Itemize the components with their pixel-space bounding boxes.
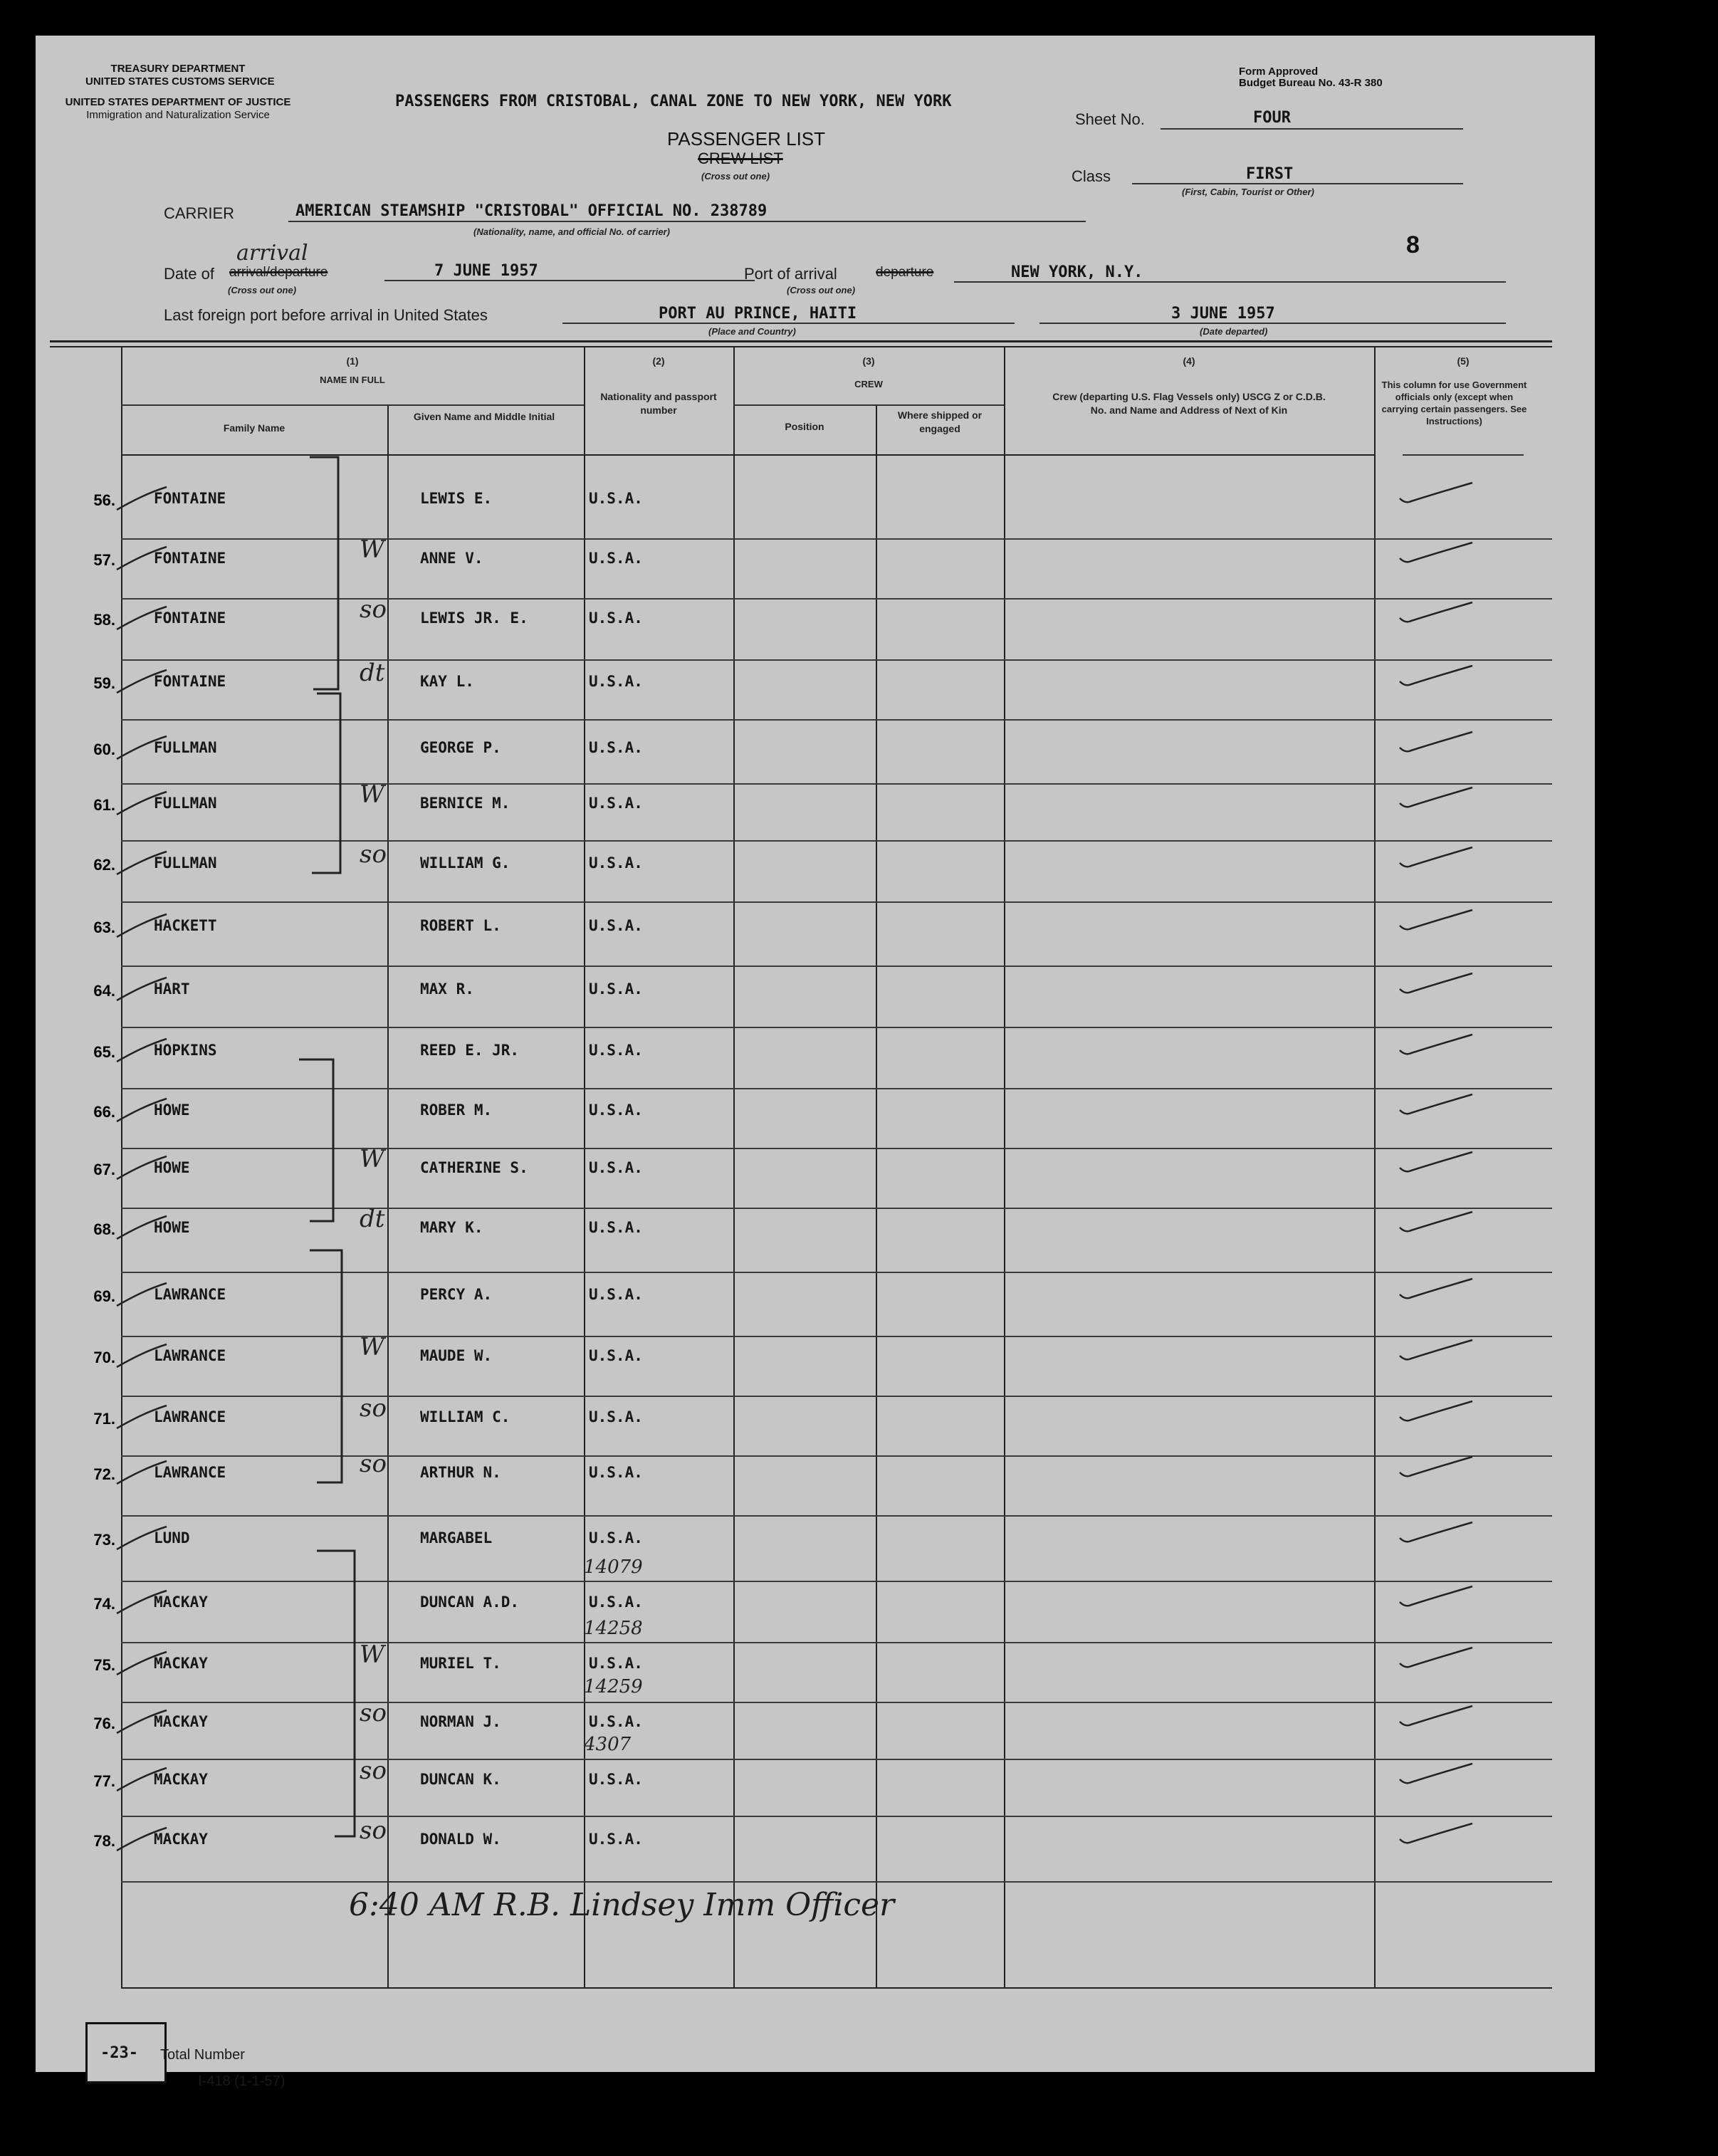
family-name: HOWE xyxy=(154,1101,190,1119)
given-name: KAY L. xyxy=(420,673,474,690)
family-name: FULLMAN xyxy=(154,739,217,756)
nationality: U.S.A. xyxy=(589,854,643,872)
given-name: ARTHUR N. xyxy=(420,1464,501,1481)
nationality: U.S.A. xyxy=(589,490,643,507)
nationality: U.S.A. xyxy=(589,1713,643,1730)
family-name: FONTAINE xyxy=(154,673,226,690)
budget-bureau: Budget Bureau No. 43-R 380 xyxy=(1239,77,1383,89)
cross-out-caption: (Cross out one) xyxy=(701,171,770,182)
row-number: 75. xyxy=(93,1656,115,1674)
relationship-mark: dt xyxy=(360,1205,385,1233)
nationality: U.S.A. xyxy=(589,550,643,567)
given-name: MAX R. xyxy=(420,980,474,998)
agency-treasury: TREASURY DEPARTMENT xyxy=(110,63,246,75)
row-number: 61. xyxy=(93,796,115,814)
relationship-mark: so xyxy=(360,1699,387,1727)
date-struck: arrival/departure xyxy=(229,265,328,280)
family-name: MACKAY xyxy=(154,1594,208,1611)
given-name: DUNCAN K. xyxy=(420,1771,501,1788)
col2-title: Nationality and passport number xyxy=(600,391,717,416)
relationship-mark: so xyxy=(360,1394,387,1423)
last-port-caption: (Place and Country) xyxy=(708,326,796,337)
given-name: ANNE V. xyxy=(420,550,483,567)
row-number: 58. xyxy=(93,611,115,629)
nationality: U.S.A. xyxy=(589,1831,643,1848)
agency-customs: UNITED STATES CUSTOMS SERVICE xyxy=(85,75,275,88)
row-number: 62. xyxy=(93,856,115,874)
family-name: HOPKINS xyxy=(154,1042,217,1059)
given-name: NORMAN J. xyxy=(420,1713,501,1730)
family-name: MACKAY xyxy=(154,1713,208,1730)
passport-number: 14259 xyxy=(584,1676,643,1697)
col3-position: Position xyxy=(785,421,824,432)
given-name: MARGABEL xyxy=(420,1529,493,1547)
class-caption: (First, Cabin, Tourist or Other) xyxy=(1182,187,1314,197)
carrier-value: AMERICAN STEAMSHIP "CRISTOBAL" OFFICIAL NO. 238789 xyxy=(295,202,768,220)
nationality: U.S.A. xyxy=(589,1101,643,1119)
nationality: U.S.A. xyxy=(589,1159,643,1176)
row-number: 74. xyxy=(93,1595,115,1613)
family-name: FONTAINE xyxy=(154,490,226,507)
nationality: U.S.A. xyxy=(589,1408,643,1425)
family-name: FONTAINE xyxy=(154,609,226,627)
row-number: 70. xyxy=(93,1349,115,1366)
total-label: Total Number xyxy=(160,2047,245,2063)
passport-number: 14079 xyxy=(584,1556,643,1578)
relationship-mark: W xyxy=(360,535,384,564)
family-name: HOWE xyxy=(154,1219,190,1236)
nationality: U.S.A. xyxy=(589,980,643,998)
nationality: U.S.A. xyxy=(589,1655,643,1672)
row-number: 64. xyxy=(93,982,115,1000)
passport-number: 14258 xyxy=(584,1618,643,1639)
class-label: Class xyxy=(1072,167,1111,185)
nationality: U.S.A. xyxy=(589,1219,643,1236)
given-name: BERNICE M. xyxy=(420,795,510,812)
nationality: U.S.A. xyxy=(589,1771,643,1788)
port-caption: (Cross out one) xyxy=(787,285,856,295)
carrier-caption: (Nationality, name, and official No. of carrier) xyxy=(473,226,670,237)
family-name: LAWRANCE xyxy=(154,1286,226,1303)
crossed-crew-list: CREW LIST xyxy=(698,150,783,167)
row-number: 67. xyxy=(93,1161,115,1178)
col1-given: Given Name and Middle Initial xyxy=(413,411,555,422)
nationality: U.S.A. xyxy=(589,1529,643,1547)
col3-title: CREW xyxy=(854,379,883,389)
given-name: CATHERINE S. xyxy=(420,1159,528,1176)
given-name: WILLIAM G. xyxy=(420,854,510,872)
total-number-box xyxy=(85,2022,167,2083)
given-name: MARY K. xyxy=(420,1219,483,1236)
row-number: 76. xyxy=(93,1715,115,1732)
date-departed-value: 3 JUNE 1957 xyxy=(1171,305,1275,323)
row-number: 59. xyxy=(93,674,115,692)
relationship-mark: W xyxy=(360,1145,384,1173)
sheet-value: FOUR xyxy=(1253,109,1291,127)
relationship-mark: so xyxy=(360,840,387,869)
port-value: NEW YORK, N.Y. xyxy=(1011,263,1143,281)
agency-justice: UNITED STATES DEPARTMENT OF JUSTICE xyxy=(65,96,291,108)
family-name: FULLMAN xyxy=(154,795,217,812)
agency-ins: Immigration and Naturalization Service xyxy=(86,109,270,121)
row-number: 56. xyxy=(93,491,115,509)
page-mark: 8 xyxy=(1406,231,1420,258)
row-number: 73. xyxy=(93,1531,115,1549)
row-number: 77. xyxy=(93,1772,115,1790)
given-name: ROBER M. xyxy=(420,1101,493,1119)
col5-title: This column for use Government officials only (except when carrying certain passengers. See Instructions) xyxy=(1381,380,1527,427)
relationship-mark: so xyxy=(360,595,387,624)
given-name: MURIEL T. xyxy=(420,1655,501,1672)
given-name: MAUDE W. xyxy=(420,1347,493,1364)
col4-num: (4) xyxy=(1183,355,1195,367)
family-name: LAWRANCE xyxy=(154,1408,226,1425)
nationality: U.S.A. xyxy=(589,609,643,627)
family-name: MACKAY xyxy=(154,1655,208,1672)
manifest-page xyxy=(36,36,1595,2089)
col3-num: (3) xyxy=(862,355,875,367)
row-number: 65. xyxy=(93,1043,115,1061)
date-value: 7 JUNE 1957 xyxy=(434,262,538,280)
nationality: U.S.A. xyxy=(589,1347,643,1364)
given-name: REED E. JR. xyxy=(420,1042,520,1059)
col1-family: Family Name xyxy=(223,422,286,434)
last-port-value: PORT AU PRINCE, HAITI xyxy=(659,305,857,323)
family-name: FULLMAN xyxy=(154,854,217,872)
col1-title: NAME IN FULL xyxy=(320,375,385,385)
col3-shipped: Where shipped or engaged xyxy=(897,409,983,434)
given-name: PERCY A. xyxy=(420,1286,493,1303)
row-number: 68. xyxy=(93,1220,115,1238)
nationality: U.S.A. xyxy=(589,1464,643,1481)
sheet-label: Sheet No. xyxy=(1075,110,1145,128)
given-name: DONALD W. xyxy=(420,1831,501,1848)
family-bracket-marks xyxy=(36,36,1595,2072)
given-name: GEORGE P. xyxy=(420,739,501,756)
row-number: 63. xyxy=(93,919,115,936)
col4-title: Crew (departing U.S. Flag Vessels only) USCG Z or C.D.B. No. and Name and Address of Next of Kin xyxy=(1052,391,1326,416)
class-value: FIRST xyxy=(1246,165,1294,183)
given-name: LEWIS JR. E. xyxy=(420,609,528,627)
row-number: 57. xyxy=(93,551,115,569)
relationship-mark: W xyxy=(360,780,384,809)
family-name: LUND xyxy=(154,1529,190,1547)
row-number: 72. xyxy=(93,1465,115,1483)
family-name: HACKETT xyxy=(154,917,217,934)
list-title: PASSENGER LIST xyxy=(667,128,826,150)
relationship-mark: so xyxy=(360,1450,387,1478)
col2-num: (2) xyxy=(652,355,665,367)
family-name: LAWRANCE xyxy=(154,1347,226,1364)
row-number: 78. xyxy=(93,1832,115,1850)
port-struck: departure xyxy=(876,265,934,280)
family-name: HOWE xyxy=(154,1159,190,1176)
given-name: LEWIS E. xyxy=(420,490,493,507)
relationship-mark: W xyxy=(360,1333,384,1361)
last-port-label: Last foreign port before arrival in United States xyxy=(164,306,488,324)
date-label: Date of xyxy=(164,265,214,283)
row-number: 66. xyxy=(93,1103,115,1121)
nationality: U.S.A. xyxy=(589,795,643,812)
family-name: MACKAY xyxy=(154,1831,208,1848)
nationality: U.S.A. xyxy=(589,673,643,690)
nationality: U.S.A. xyxy=(589,917,643,934)
form-approved: Form Approved xyxy=(1239,66,1319,78)
given-name: WILLIAM C. xyxy=(420,1408,510,1425)
row-number: 71. xyxy=(93,1410,115,1428)
carrier-label: CARRIER xyxy=(164,204,235,222)
family-name: FONTAINE xyxy=(154,550,226,567)
nationality: U.S.A. xyxy=(589,1042,643,1059)
relationship-mark: so xyxy=(360,1816,387,1845)
date-handwritten: arrival xyxy=(236,241,308,266)
row-number: 60. xyxy=(93,741,115,758)
relationship-mark: W xyxy=(360,1640,384,1669)
officer-signature: 6:40 AM R.B. Lindsey Imm Officer xyxy=(349,1887,895,1923)
nationality: U.S.A. xyxy=(589,1286,643,1303)
row-number: 69. xyxy=(93,1287,115,1305)
route-title: PASSENGERS FROM CRISTOBAL, CANAL ZONE TO NEW YORK, NEW YORK xyxy=(395,93,952,110)
relationship-mark: so xyxy=(360,1757,387,1785)
date-caption: (Cross out one) xyxy=(228,285,297,295)
relationship-mark: dt xyxy=(360,659,385,687)
total-value: -23- xyxy=(100,2044,138,2062)
col5-num: (5) xyxy=(1457,355,1470,367)
passport-number: 4307 xyxy=(584,1734,632,1755)
col1-num: (1) xyxy=(346,355,359,367)
given-name: DUNCAN A.D. xyxy=(420,1594,520,1611)
date-departed-caption: (Date departed) xyxy=(1200,326,1268,337)
nationality: U.S.A. xyxy=(589,1594,643,1611)
family-name: LAWRANCE xyxy=(154,1464,226,1481)
port-label: Port of arrival xyxy=(744,265,837,283)
form-number: I-418 (1-1-57) xyxy=(198,2073,286,2089)
given-name: ROBERT L. xyxy=(420,917,501,934)
nationality: U.S.A. xyxy=(589,739,643,756)
family-name: HART xyxy=(154,980,190,998)
family-name: MACKAY xyxy=(154,1771,208,1788)
